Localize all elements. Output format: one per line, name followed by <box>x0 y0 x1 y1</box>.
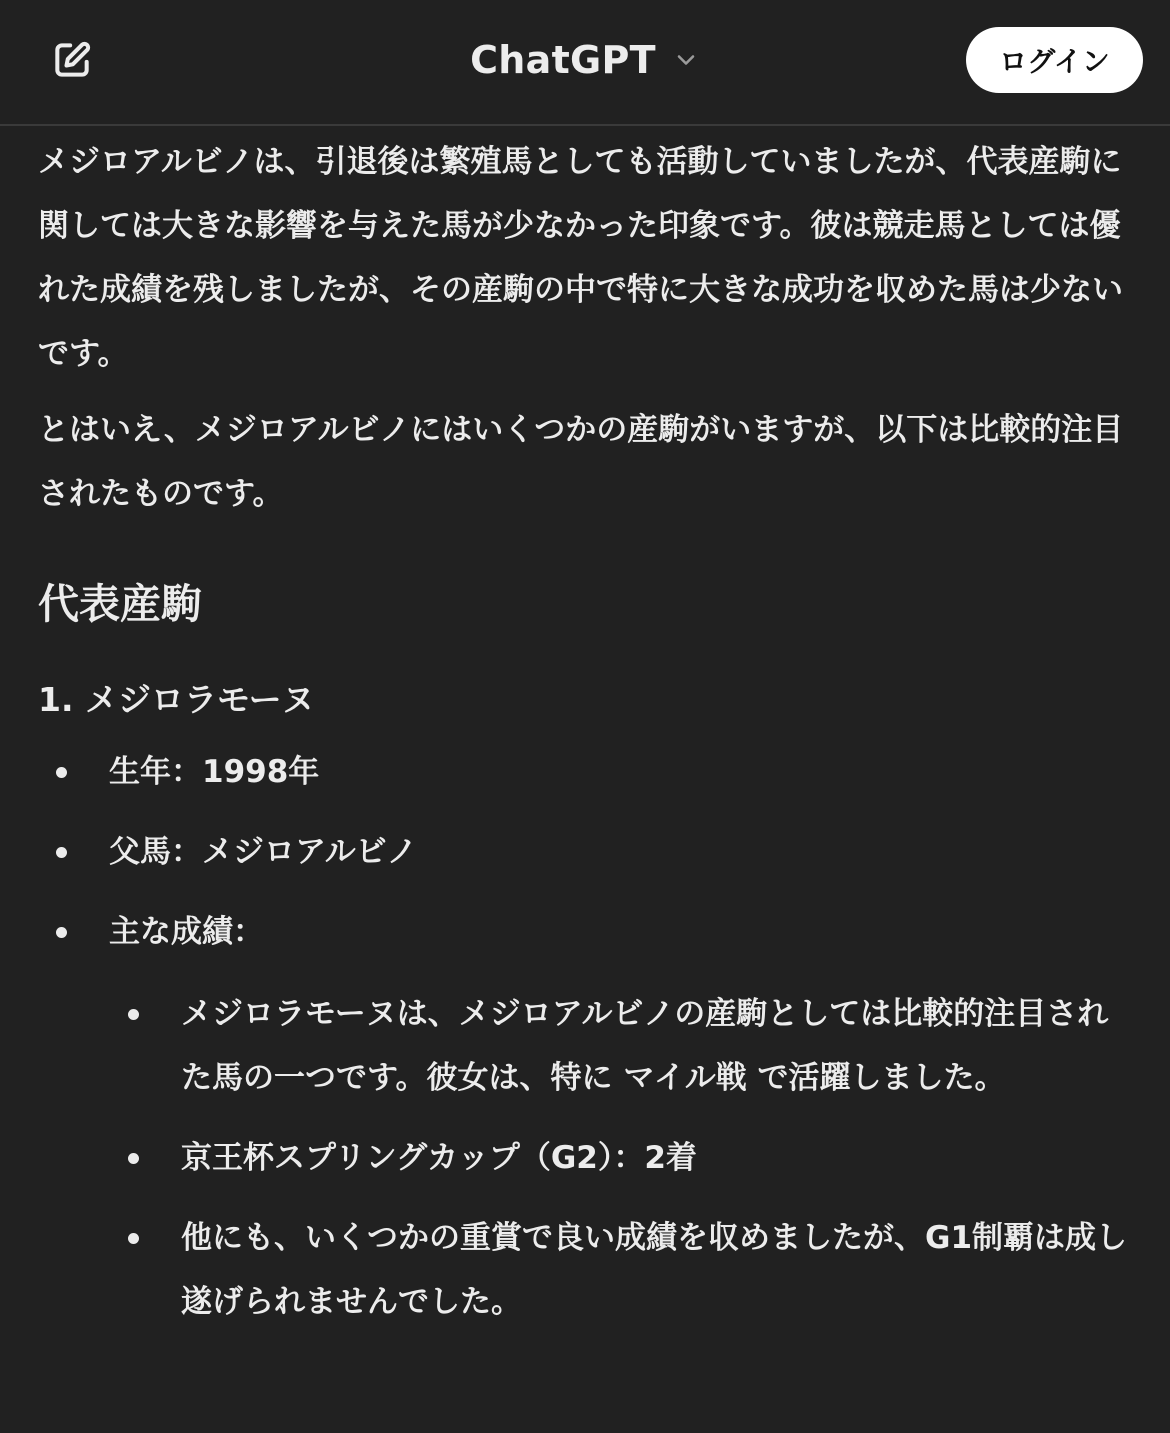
sublist-text: メジロラモーヌは、メジロアルビノの産駒としては比較的注目された馬の一つです。彼女は、特に <box>181 996 1109 1096</box>
emphasis-text: マイル戦 <box>623 1060 747 1096</box>
sublist-item <box>38 1126 1128 1190</box>
sublist-item <box>38 982 1128 1110</box>
item-heading: 1. メジロラモーヌ <box>38 680 315 719</box>
list-item <box>38 900 1128 1334</box>
assistant-message <box>38 130 1128 1350</box>
chevron-down-icon <box>672 46 700 74</box>
section-heading: 代表産駒 <box>38 580 202 628</box>
message-paragraph: メジロアルビノは、引退後は繁殖馬としても活動していましたが、代表産駒に関しては大きな影響を与えた馬が少なかった印象です。彼は競走馬としては優れた成績を残しましたが、その産駒の中で特に大きな成功を収めた馬は少ないです。 <box>38 144 1123 372</box>
sublist-item <box>38 1206 1128 1334</box>
login-button[interactable]: ログイン <box>966 27 1143 93</box>
list-item <box>38 820 1128 884</box>
achievement-sublist <box>109 982 1128 1334</box>
new-chat-button[interactable] <box>44 32 100 88</box>
sublist-text: で活躍しました。 <box>746 1060 1006 1096</box>
app-title: ChatGPT <box>470 38 656 82</box>
list-item-text: 主な成績： <box>109 914 264 950</box>
model-selector[interactable] <box>470 38 700 82</box>
list-item-text: 生年：1998年 <box>109 754 320 790</box>
detail-list <box>38 740 1128 1334</box>
message-paragraph: とはいえ、メジロアルビノにはいくつかの産駒がいますが、以下は比較的注目されたものです。 <box>38 412 1124 512</box>
sublist-text: 他にも、いくつかの重賞で良い成績を収めましたが、G1制覇は成し遂げられませんでした。 <box>181 1220 1128 1320</box>
list-item-text: 父馬：メジロアルビノ <box>109 834 418 870</box>
edit-pencil-square-icon <box>50 38 94 82</box>
list-item <box>38 740 1128 804</box>
top-bar <box>0 0 1170 126</box>
sublist-text: 京王杯スプリングカップ（G2）：2着 <box>181 1140 697 1176</box>
